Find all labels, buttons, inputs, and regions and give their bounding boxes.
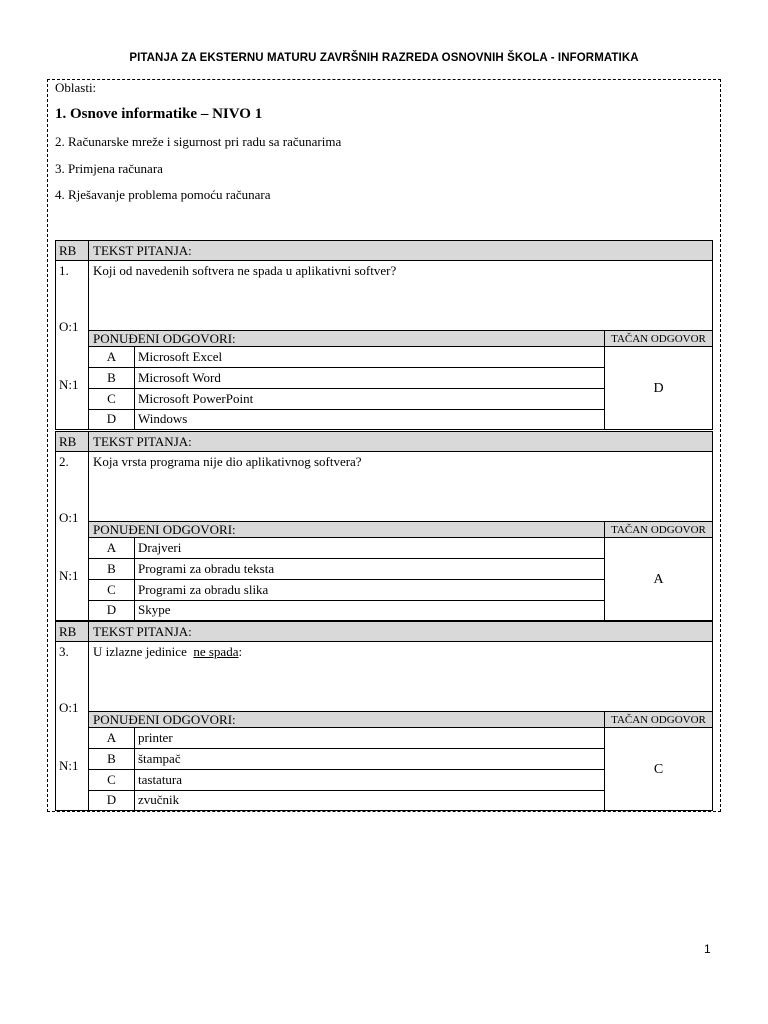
question-text-header: TEKST PITANJA:	[89, 622, 712, 642]
option-text: printer	[135, 728, 605, 749]
correct-answer-value: A	[653, 572, 664, 587]
question-text-underlined: ne spada	[193, 644, 239, 659]
option-letter: C	[89, 389, 135, 410]
option-text: Programi za obradu slika	[135, 580, 605, 601]
question-text-header: TEKST PITANJA:	[89, 241, 712, 261]
area-item-4: 4. Rješavanje problema pomoću računara	[55, 187, 271, 202]
question-meta-column	[56, 642, 89, 810]
option-text: Drajveri	[135, 538, 605, 559]
option-letter: B	[89, 368, 135, 389]
option-text: tastatura	[135, 770, 605, 791]
question-block-1	[55, 240, 713, 430]
option-letter: A	[89, 728, 135, 749]
o-label: O:1	[59, 700, 79, 715]
area-item-3: 3. Primjena računara	[55, 161, 163, 176]
question-text-after: :	[238, 644, 243, 659]
option-text: Programi za obradu teksta	[135, 559, 605, 580]
correct-answer-header: TAČAN ODGOVOR	[605, 330, 712, 347]
question-meta-column	[56, 452, 89, 620]
option-letter: B	[89, 749, 135, 770]
o-label: O:1	[59, 510, 79, 525]
area-item-2: 2. Računarske mreže i sigurnost pri radu sa računarima	[55, 134, 342, 149]
offered-answers-header: PONUĐENI ODGOVORI:	[89, 521, 605, 538]
option-text: Windows	[135, 409, 605, 430]
question-block-3	[55, 621, 713, 811]
option-letter: D	[89, 790, 135, 811]
correct-answer-value: D	[653, 381, 664, 396]
option-text: zvučnik	[135, 790, 605, 811]
correct-answer-value: C	[653, 762, 664, 777]
question-text-header: TEKST PITANJA:	[89, 432, 712, 452]
question-meta-column	[56, 261, 89, 429]
option-text: štampač	[135, 749, 605, 770]
rb-header: RB	[56, 622, 89, 642]
option-letter: C	[89, 580, 135, 601]
n-label: N:1	[59, 568, 79, 583]
rb-header: RB	[56, 432, 89, 452]
question-number: 1.	[59, 263, 69, 278]
question-block-2	[55, 431, 713, 621]
option-text: Microsoft Word	[135, 368, 605, 389]
o-label: O:1	[59, 319, 79, 334]
question-text: Koja vrsta programa nije dio aplikativnog softvera?	[93, 454, 362, 469]
option-text: Microsoft Excel	[135, 347, 605, 368]
rb-header: RB	[56, 241, 89, 261]
correct-answer-header: TAČAN ODGOVOR	[605, 521, 712, 538]
n-label: N:1	[59, 377, 79, 392]
document-title: PITANJA ZA EKSTERNU MATURU ZAVRŠNIH RAZREDA OSNOVNIH ŠKOLA - INFORMATIKA	[129, 52, 639, 64]
option-letter: D	[89, 600, 135, 621]
option-letter: A	[89, 347, 135, 368]
areas-label: Oblasti:	[55, 80, 97, 95]
option-letter: A	[89, 538, 135, 559]
option-letter: C	[89, 770, 135, 791]
offered-answers-header: PONUĐENI ODGOVORI:	[89, 711, 605, 728]
question-text: Koji od navedenih softvera ne spada u aplikativni softver?	[93, 263, 397, 278]
option-letter: B	[89, 559, 135, 580]
option-text: Skype	[135, 600, 605, 621]
page-number: 1	[704, 942, 711, 956]
option-letter: D	[89, 409, 135, 430]
question-number: 3.	[59, 644, 69, 659]
question-text	[89, 642, 712, 711]
offered-answers-header: PONUĐENI ODGOVORI:	[89, 330, 605, 347]
area-item-1: 1. Osnove informatike – NIVO 1	[55, 106, 263, 122]
correct-answer-header: TAČAN ODGOVOR	[605, 711, 712, 728]
option-text: Microsoft PowerPoint	[135, 389, 605, 410]
n-label: N:1	[59, 758, 79, 773]
question-text-before: U izlazne jedinice	[93, 644, 194, 659]
question-number: 2.	[59, 454, 69, 469]
